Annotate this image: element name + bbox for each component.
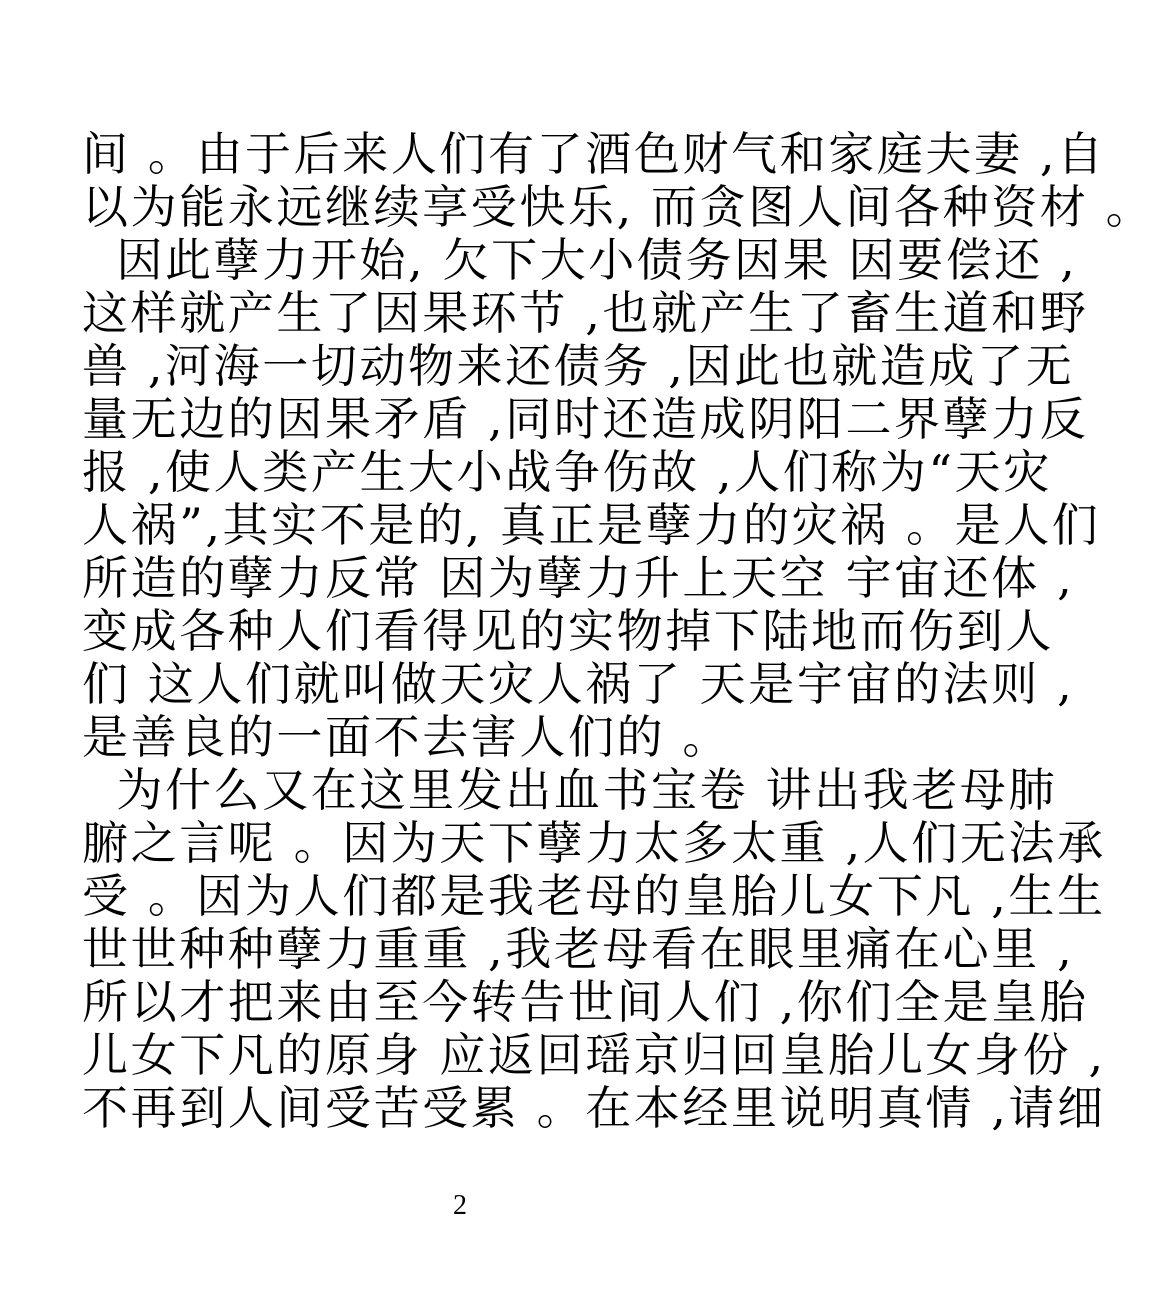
text-line: 量无边的因果矛盾 ,同时还造成阴阳二界孽力反 — [82, 392, 1089, 446]
text-line: 为什么又在这里发出血书宝卷 讲出我老母肺 — [82, 763, 1058, 817]
body-text — [82, 127, 1154, 1190]
text-line: 所造的孽力反常 因为孽力升上天空 宇宙还体 , — [82, 551, 1075, 605]
text-line: 兽 ,河海一切动物来还债务 ,因此也就造成了无 — [82, 339, 1075, 393]
text-line: 所以才把来由至今转告世间人们 ,你们全是皇胎 — [82, 975, 1089, 1029]
text-line: 因此孽力开始, 欠下大小债务因果 因要偿还 , — [82, 233, 1078, 287]
text-line: 这样就产生了因果环节 ,也就产生了畜生道和野 — [82, 286, 1089, 340]
text-line: 腑之言呢 。因为天下孽力太多太重 ,人们无法承 — [82, 816, 1106, 870]
text-line: 们 这人们就叫做天灾人祸了 天是宇宙的法则 , — [82, 657, 1075, 711]
text-line: 儿女下凡的原身 应返回瑶京归回皇胎儿女身份 , — [82, 1028, 1106, 1082]
text-line: 人祸”,其实不是的, 真正是孽力的灾祸 。是人们 — [82, 498, 1101, 552]
page-number: 2 — [453, 1190, 467, 1221]
text-line: 世世种种孽力重重 ,我老母看在眼里痛在心里 , — [82, 922, 1075, 976]
text-line: 变成各种人们看得见的实物掉下陆地而伤到人 — [82, 604, 1054, 658]
text-line: 是善良的一面不去害人们的 。 — [82, 710, 732, 764]
text-line: 以为能永远继续享受快乐, 而贪图人间各种资材 。 — [82, 180, 1154, 234]
text-line: 报 ,使人类产生大小战争伤故 ,人们称为“天灾 — [82, 445, 1052, 499]
text-line: 间 。由于后来人们有了酒色财气和家庭夫妻 ,自 — [82, 127, 1106, 181]
text-line: 受 。因为人们都是我老母的皇胎儿女下凡 ,生生 — [82, 869, 1106, 923]
text-line: 不再到人间受苦受累 。在本经里说明真情 ,请细 — [82, 1081, 1106, 1135]
